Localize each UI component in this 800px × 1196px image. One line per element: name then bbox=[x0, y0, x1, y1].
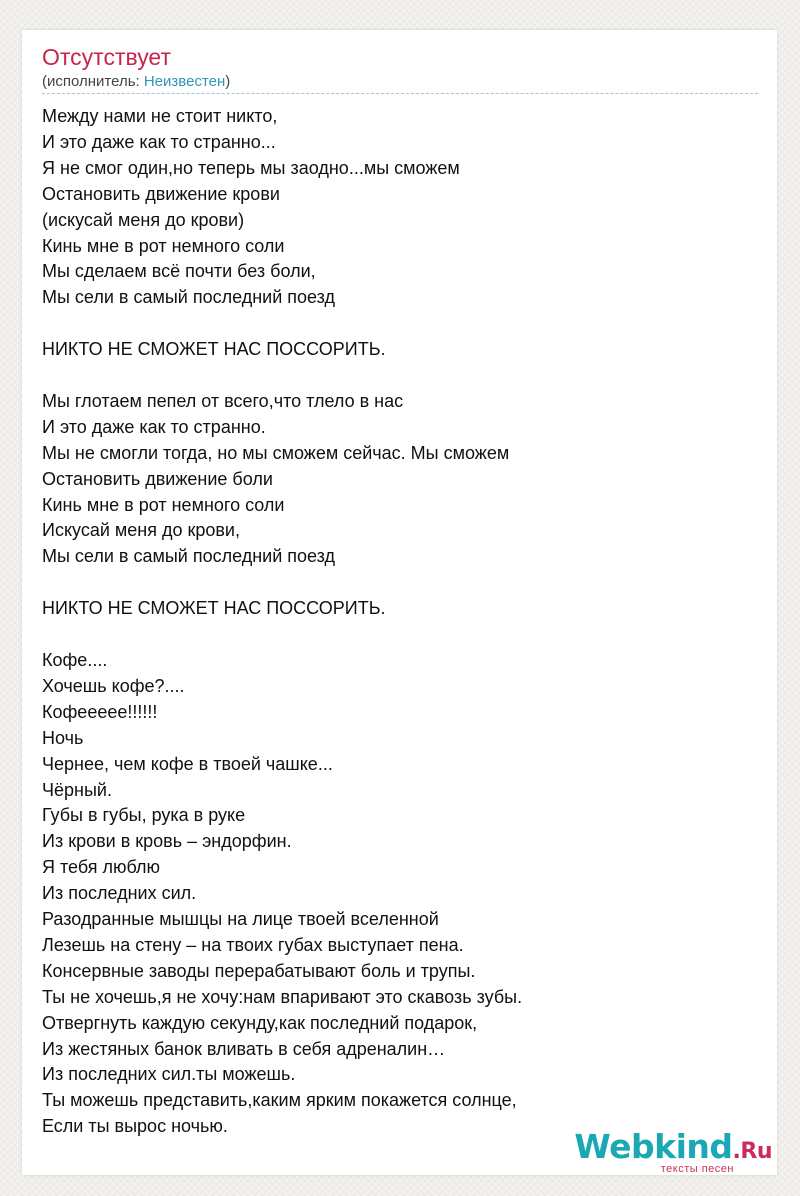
artist-prefix: (исполнитель: bbox=[42, 73, 144, 90]
lyric-line: Остановить движение боли bbox=[42, 468, 273, 489]
lyric-line: Я не смог один,но теперь мы заодно...мы сможем bbox=[42, 157, 460, 178]
lyric-line: Лезешь на стену – на твоих губах выступает пена. bbox=[42, 934, 464, 955]
lyric-line: Кофеееее!!!!!! bbox=[42, 701, 158, 722]
lyric-line: Кофе.... bbox=[42, 649, 108, 670]
lyric-line: И это даже как то странно. bbox=[42, 416, 266, 437]
lyric-line: Между нами не стоит никто, bbox=[42, 106, 278, 126]
lyric-line: Губы в губы, рука в руке bbox=[42, 805, 246, 826]
lyric-line: Из крови в кровь – эндорфин. bbox=[42, 831, 292, 852]
lyric-line: Разодранные мышцы на лице твоей вселенной bbox=[42, 909, 439, 930]
logo-name: Webkind bbox=[574, 1127, 733, 1166]
lyric-line: Чернее, чем кофе в твоей чашке... bbox=[42, 753, 333, 774]
artist-suffix: ) bbox=[225, 73, 231, 90]
lyric-line bbox=[42, 570, 762, 596]
lyric-line: Мы сели в самый последний поезд bbox=[42, 287, 336, 308]
divider bbox=[42, 93, 758, 94]
lyric-line bbox=[42, 363, 762, 389]
lyric-line: (искусай меня до крови) bbox=[42, 209, 245, 230]
lyric-line: Отвергнуть каждую секунду,как последний подарок, bbox=[42, 1012, 478, 1033]
lyrics-text bbox=[42, 104, 762, 1140]
lyric-line: Мы глотаем пепел от всего,что тлело в нас bbox=[42, 390, 404, 411]
lyric-line: Из последних сил.ты можешь. bbox=[42, 1064, 296, 1085]
lyric-line: Если ты вырос ночью. bbox=[42, 1116, 228, 1137]
lyric-line: Мы не смогли тогда, но мы сможем сейчас. Мы сможем bbox=[42, 442, 510, 463]
lyric-line: Мы сделаем всё почти без боли, bbox=[42, 261, 316, 282]
lyric-line: Чёрный. bbox=[42, 779, 112, 800]
artist-line bbox=[42, 72, 230, 92]
lyric-line bbox=[42, 311, 762, 337]
lyric-line: Остановить движение крови bbox=[42, 183, 280, 204]
lyric-line: Я тебя люблю bbox=[42, 857, 161, 878]
lyric-line: НИКТО НЕ СМОЖЕТ НАС ПОССОРИТЬ. bbox=[42, 339, 386, 360]
lyric-line: Ты можешь представить,каким ярким покажется солнце, bbox=[42, 1090, 517, 1111]
artist-link[interactable]: Неизвестен bbox=[143, 73, 226, 90]
logo-tld: .Ru bbox=[732, 1139, 772, 1164]
lyric-line: Из жестяных банок вливать в себя адреналин… bbox=[42, 1038, 446, 1059]
lyric-line: Ночь bbox=[42, 727, 84, 748]
lyric-line: НИКТО НЕ СМОЖЕТ НАС ПОССОРИТЬ. bbox=[42, 598, 386, 619]
lyric-line: Хочешь кофе?.... bbox=[42, 675, 185, 696]
lyric-line: Кинь мне в рот немного соли bbox=[42, 235, 285, 256]
lyric-line: Консервные заводы перерабатывают боль и трупы. bbox=[42, 960, 476, 981]
lyric-line: И это даже как то странно... bbox=[42, 131, 276, 152]
logo-tagline: тексты песен bbox=[660, 1163, 734, 1175]
lyric-line: Мы сели в самый последний поезд bbox=[42, 546, 336, 567]
lyric-line: Из последних сил. bbox=[42, 883, 197, 904]
song-title: Отсутствует bbox=[42, 44, 171, 70]
lyric-line: Кинь мне в рот немного соли bbox=[42, 494, 285, 515]
site-logo[interactable] bbox=[574, 1127, 772, 1175]
lyric-line: Искусай меня до крови, bbox=[42, 520, 240, 541]
lyric-line bbox=[42, 622, 762, 648]
lyric-line: Ты не хочешь,я не хочу:нам впаривают это скавозь зубы. bbox=[42, 986, 523, 1007]
